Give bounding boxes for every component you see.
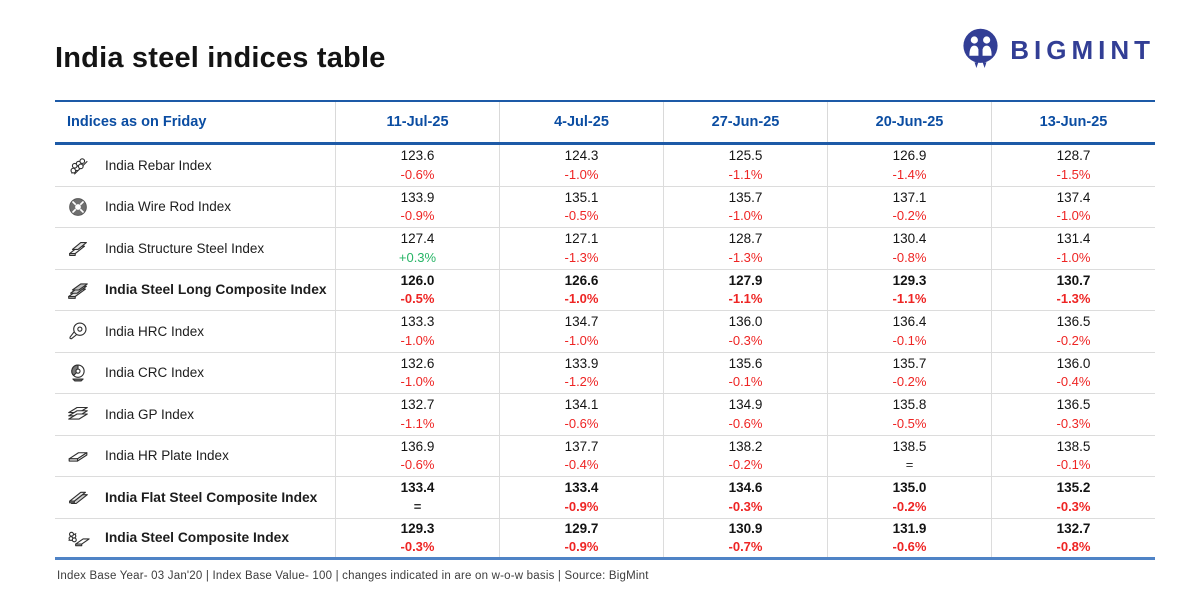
wow-change: -0.1% <box>892 332 927 348</box>
row-label: India Rebar Index <box>105 157 212 173</box>
bigmint-logo-text: BIGMINT <box>1010 34 1155 65</box>
index-value: 136.0 <box>1056 355 1091 371</box>
index-value: 135.6 <box>728 355 763 371</box>
index-value: 133.4 <box>400 480 435 496</box>
value-cell <box>991 519 1155 558</box>
index-value: 133.4 <box>564 480 599 496</box>
table-row <box>55 270 1155 312</box>
wow-change: -1.0% <box>564 332 599 348</box>
row-label-cell <box>55 353 335 394</box>
column-header-date: 4-Jul-25 <box>499 102 663 142</box>
value-cell <box>991 353 1155 394</box>
crc-coil-icon <box>65 360 91 386</box>
row-label-cell <box>55 477 335 518</box>
row-label: India HR Plate Index <box>105 448 229 464</box>
hr-plate-icon <box>65 443 91 469</box>
index-value: 137.7 <box>564 438 599 454</box>
value-cell <box>335 270 499 311</box>
index-value: 133.3 <box>400 314 435 330</box>
index-value: 133.9 <box>564 355 599 371</box>
wow-change: -0.5% <box>892 415 927 431</box>
wire-rod-coil-icon <box>65 194 91 220</box>
index-value: 136.5 <box>1056 314 1091 330</box>
value-cell <box>827 228 991 269</box>
value-cell <box>991 436 1155 477</box>
index-value: 132.6 <box>400 355 435 371</box>
index-value: 138.2 <box>728 438 763 454</box>
wow-change: -1.0% <box>1056 208 1091 224</box>
index-value: 135.7 <box>892 355 927 371</box>
value-cell <box>499 436 663 477</box>
wow-change: -1.1% <box>728 291 763 307</box>
wow-change: -0.3% <box>1056 415 1091 431</box>
index-value: 126.6 <box>564 272 599 288</box>
table-header-row <box>55 100 1155 145</box>
wow-change: -0.4% <box>1056 374 1091 390</box>
index-value: 135.2 <box>1056 480 1091 496</box>
table-row <box>55 353 1155 395</box>
wow-change: -0.3% <box>728 498 763 514</box>
value-cell <box>827 519 991 558</box>
bigmint-logo <box>960 27 1155 73</box>
index-value: 134.6 <box>728 480 763 496</box>
value-cell <box>499 311 663 352</box>
wow-change: -1.2% <box>564 374 599 390</box>
table-row <box>55 477 1155 519</box>
gp-sheets-icon <box>65 401 91 427</box>
wow-change: -1.1% <box>728 166 763 182</box>
long-steel-bundle-icon <box>65 277 91 303</box>
wow-change: -1.0% <box>400 332 435 348</box>
wow-change: -0.2% <box>728 457 763 473</box>
index-value: 135.0 <box>892 480 927 496</box>
row-label-cell <box>55 187 335 228</box>
table-row <box>55 145 1155 187</box>
row-label: India Structure Steel Index <box>105 240 265 256</box>
wow-change: -0.9% <box>564 539 599 555</box>
wow-change: -0.3% <box>728 332 763 348</box>
row-label: India Steel Long Composite Index <box>105 282 327 298</box>
column-header-date: 13-Jun-25 <box>991 102 1155 142</box>
index-value: 138.5 <box>892 438 927 454</box>
column-header-date: 11-Jul-25 <box>335 102 499 142</box>
wow-change: -1.0% <box>728 208 763 224</box>
column-header-date: 20-Jun-25 <box>827 102 991 142</box>
index-value: 131.9 <box>892 520 927 536</box>
row-label: India Flat Steel Composite Index <box>105 489 318 505</box>
value-cell <box>335 519 499 558</box>
value-cell <box>663 436 827 477</box>
value-cell <box>827 187 991 228</box>
index-value: 127.9 <box>728 272 763 288</box>
wow-change: -1.0% <box>1056 249 1091 265</box>
value-cell <box>663 270 827 311</box>
value-cell <box>499 519 663 558</box>
value-cell <box>335 311 499 352</box>
row-label: India HRC Index <box>105 323 205 339</box>
value-cell <box>663 519 827 558</box>
row-label-cell <box>55 436 335 477</box>
wow-change: -1.0% <box>400 374 435 390</box>
wow-change: -0.6% <box>400 457 435 473</box>
value-cell <box>663 228 827 269</box>
wow-change: -0.4% <box>564 457 599 473</box>
value-cell <box>827 477 991 518</box>
table-row <box>55 394 1155 436</box>
index-value: 135.8 <box>892 397 927 413</box>
wow-change: -0.2% <box>892 374 927 390</box>
value-cell <box>991 228 1155 269</box>
index-value: 131.4 <box>1056 231 1091 247</box>
value-cell <box>827 145 991 186</box>
index-value: 126.9 <box>892 148 927 164</box>
index-value: 125.5 <box>728 148 763 164</box>
column-header-date: 27-Jun-25 <box>663 102 827 142</box>
index-value: 130.7 <box>1056 272 1091 288</box>
value-cell <box>663 311 827 352</box>
value-cell <box>335 228 499 269</box>
table-row <box>55 187 1155 229</box>
value-cell <box>335 394 499 435</box>
value-cell <box>499 145 663 186</box>
index-value: 129.3 <box>400 520 435 536</box>
wow-change: -0.9% <box>400 208 435 224</box>
value-cell <box>827 353 991 394</box>
wow-change: -0.6% <box>892 539 927 555</box>
row-label-cell <box>55 311 335 352</box>
wow-change: +0.3% <box>398 249 437 265</box>
index-value: 135.1 <box>564 189 599 205</box>
wow-change: -1.1% <box>400 415 435 431</box>
index-value: 130.4 <box>892 231 927 247</box>
hrc-coil-icon <box>65 318 91 344</box>
index-value: 130.9 <box>728 520 763 536</box>
table-row <box>55 436 1155 478</box>
wow-change: -0.8% <box>1056 539 1091 555</box>
bigmint-logo-icon <box>960 27 1001 73</box>
value-cell <box>991 311 1155 352</box>
value-cell <box>499 228 663 269</box>
wow-change: -0.2% <box>1056 332 1091 348</box>
index-value: 132.7 <box>400 397 435 413</box>
value-cell <box>663 477 827 518</box>
wow-change: -0.1% <box>728 374 763 390</box>
index-value: 127.1 <box>564 231 599 247</box>
index-value: 133.9 <box>400 189 435 205</box>
wow-change: -0.7% <box>728 539 763 555</box>
wow-change: -0.5% <box>564 208 599 224</box>
value-cell <box>663 353 827 394</box>
wow-change: -1.0% <box>564 291 599 307</box>
row-label: India Wire Rod Index <box>105 199 232 215</box>
row-label-cell <box>55 394 335 435</box>
wow-change: -0.9% <box>564 498 599 514</box>
value-cell <box>499 394 663 435</box>
value-cell <box>499 477 663 518</box>
value-cell <box>663 187 827 228</box>
index-value: 134.9 <box>728 397 763 413</box>
wow-change: = <box>413 498 422 514</box>
value-cell <box>827 311 991 352</box>
wow-change: -1.3% <box>728 249 763 265</box>
row-label-cell <box>55 519 335 558</box>
column-header-indices: Indices as on Friday <box>67 114 207 130</box>
wow-change: -1.4% <box>892 166 927 182</box>
index-value: 135.7 <box>728 189 763 205</box>
index-value: 136.0 <box>728 314 763 330</box>
row-label-cell <box>55 145 335 186</box>
index-value: 137.1 <box>892 189 927 205</box>
value-cell <box>991 187 1155 228</box>
index-value: 137.4 <box>1056 189 1091 205</box>
table-row <box>55 228 1155 270</box>
value-cell <box>827 270 991 311</box>
table-row <box>55 311 1155 353</box>
row-label: India GP Index <box>105 406 195 422</box>
wow-change: -1.0% <box>564 166 599 182</box>
index-value: 128.7 <box>1056 148 1091 164</box>
index-value: 136.5 <box>1056 397 1091 413</box>
table-body <box>55 145 1155 560</box>
value-cell <box>335 353 499 394</box>
wow-change: -0.6% <box>564 415 599 431</box>
index-value: 126.0 <box>400 272 435 288</box>
wow-change: -0.8% <box>892 249 927 265</box>
value-cell <box>335 187 499 228</box>
row-label: India CRC Index <box>105 365 205 381</box>
index-value: 134.7 <box>564 314 599 330</box>
value-cell <box>991 477 1155 518</box>
index-value: 129.3 <box>892 272 927 288</box>
value-cell <box>335 145 499 186</box>
index-value: 136.4 <box>892 314 927 330</box>
wow-change: -1.3% <box>564 249 599 265</box>
wow-change: -0.3% <box>400 539 435 555</box>
index-value: 138.5 <box>1056 438 1091 454</box>
wow-change: -1.3% <box>1056 291 1091 307</box>
rebar-bundle-icon <box>65 152 91 178</box>
value-cell <box>827 436 991 477</box>
value-cell <box>827 394 991 435</box>
steel-composite-icon <box>65 525 91 551</box>
structure-steel-icon <box>65 235 91 261</box>
wow-change: -0.2% <box>892 208 927 224</box>
flat-steel-bundle-icon <box>65 484 91 510</box>
wow-change: -0.2% <box>892 498 927 514</box>
value-cell <box>663 145 827 186</box>
wow-change: -0.6% <box>728 415 763 431</box>
index-value: 124.3 <box>564 148 599 164</box>
value-cell <box>499 187 663 228</box>
index-value: 132.7 <box>1056 520 1091 536</box>
index-value: 127.4 <box>400 231 435 247</box>
table-row <box>55 519 1155 561</box>
wow-change: -1.5% <box>1056 166 1091 182</box>
index-value: 136.9 <box>400 438 435 454</box>
footer-note: Index Base Year- 03 Jan'20 | Index Base Value- 100 | changes indicated in are on w-o-w basis | Source: BigMint <box>57 570 649 582</box>
value-cell <box>499 270 663 311</box>
value-cell <box>991 394 1155 435</box>
indices-table <box>55 100 1155 560</box>
value-cell <box>991 270 1155 311</box>
index-value: 123.6 <box>400 148 435 164</box>
index-value: 128.7 <box>728 231 763 247</box>
wow-change: -0.6% <box>400 166 435 182</box>
wow-change: -0.5% <box>400 291 435 307</box>
row-label-cell <box>55 270 335 311</box>
value-cell <box>335 436 499 477</box>
value-cell <box>991 145 1155 186</box>
value-cell <box>499 353 663 394</box>
value-cell <box>663 394 827 435</box>
wow-change: -0.1% <box>1056 457 1091 473</box>
row-label: India Steel Composite Index <box>105 530 289 546</box>
wow-change: = <box>905 457 914 473</box>
index-value: 134.1 <box>564 397 599 413</box>
wow-change: -0.3% <box>1056 498 1091 514</box>
index-value: 129.7 <box>564 520 599 536</box>
wow-change: -1.1% <box>892 291 927 307</box>
page-title: India steel indices table <box>55 42 386 74</box>
row-label-cell <box>55 228 335 269</box>
value-cell <box>335 477 499 518</box>
